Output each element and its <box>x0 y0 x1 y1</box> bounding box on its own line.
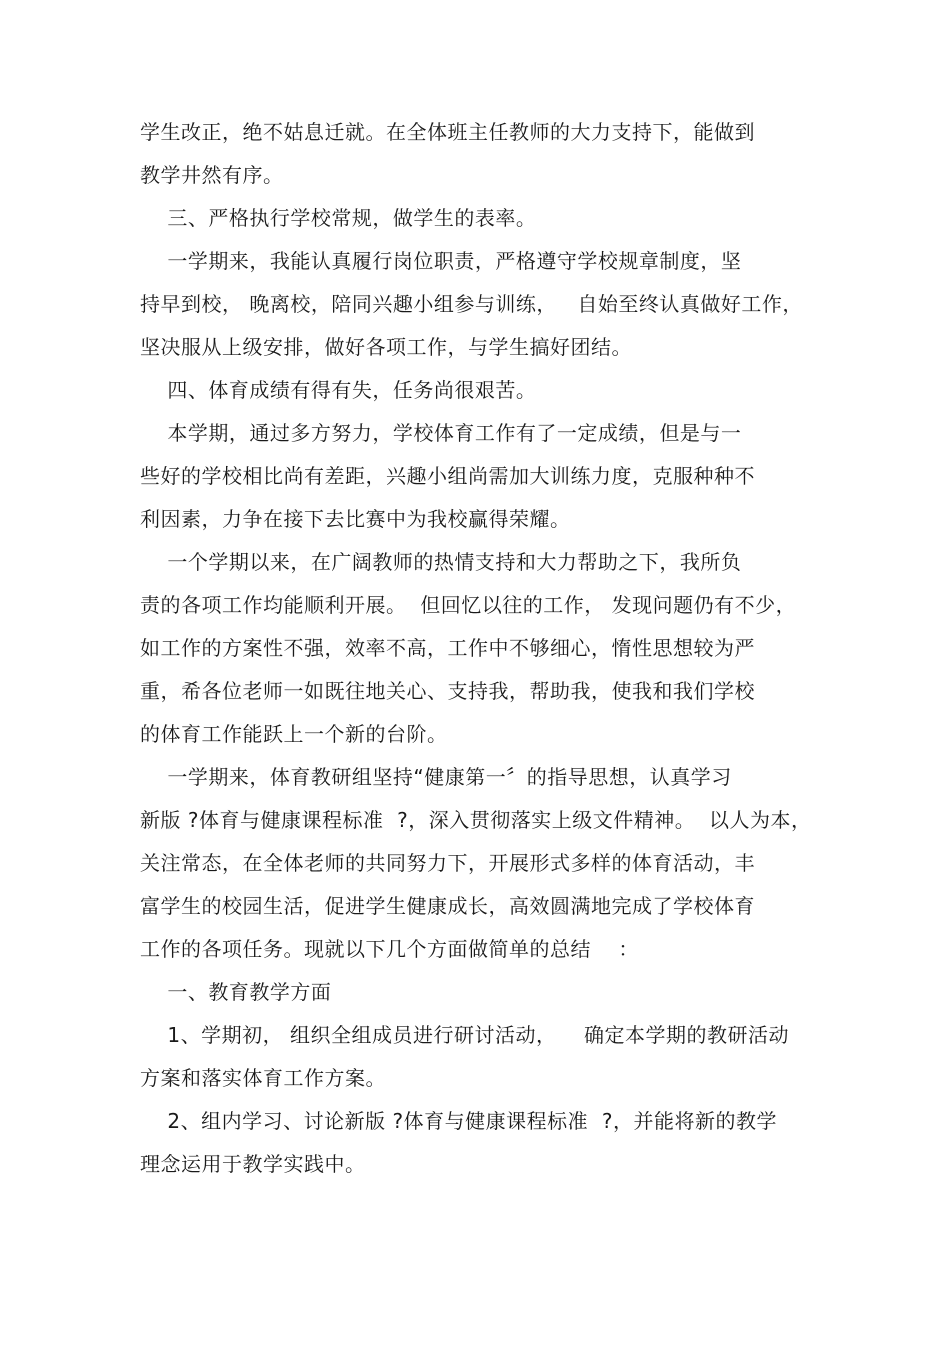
text-line-8: 本学期，通过多方努力，学校体育工作有了一定成绩，但是与一 <box>140 421 742 445</box>
text-line-10: 利因素，力争在接下去比赛中为我校赢得荣耀。 <box>140 507 571 531</box>
section-heading-1: 一、教育教学方面 <box>140 980 332 1004</box>
section-heading-4: 四、体育成绩有得有失，任务尚很艰苦。 <box>140 378 537 402</box>
text-line-6: 坚决服从上级安排，做好各项工作，与学生搞好团结。 <box>140 335 632 359</box>
text-line-25: 理念运用于教学实践中。 <box>140 1152 366 1176</box>
text-line-18: 关注常态，在全体老师的共同努力下，开展形式多样的体育活动，丰 <box>140 851 755 875</box>
text-line-11: 一个学期以来，在广阔教师的热情支持和大力帮助之下，我所负 <box>140 550 742 574</box>
text-line-20: 工作的各项任务。现就以下几个方面做简单的总结 ： <box>140 937 639 961</box>
text-line-12: 责的各项工作均能顺利开展。 但回忆以往的工作， 发现问题仍有不少， <box>140 593 797 617</box>
text-line-22: 1、学期初， 组织全组成员进行研讨活动， 确定本学期的教研活动 <box>140 1023 789 1047</box>
text-line-14: 重，希各位老师一如既往地关心、支持我，帮助我，使我和我们学校 <box>140 679 755 703</box>
text-line-16: 一学期来，体育教研组坚持“健康第一〞的指导思想，认真学习 <box>140 765 732 789</box>
text-line-9: 些好的学校相比尚有差距，兴趣小组尚需加大训练力度，克服种种不 <box>140 464 755 488</box>
text-line-1: 学生改正，绝不姑息迁就。在全体班主任教师的大力支持下，能做到 <box>140 120 755 144</box>
text-line-19: 富学生的校园生活，促进学生健康成长，高效圆满地完成了学校体育 <box>140 894 755 918</box>
text-line-24: 2、组内学习、讨论新版 ?体育与健康课程标准 ?，并能将新的教学 <box>140 1109 777 1133</box>
section-heading-3: 三、严格执行学校常规，做学生的表率。 <box>140 206 537 230</box>
text-line-5: 持早到校， 晚离校，陪同兴趣小组参与训练， 自始至终认真做好工作， <box>140 292 803 316</box>
text-line-2: 教学井然有序。 <box>140 163 284 187</box>
text-line-15: 的体育工作能跃上一个新的台阶。 <box>140 722 448 746</box>
text-line-23: 方案和落实体育工作方案。 <box>140 1066 386 1090</box>
text-line-17: 新版 ?体育与健康课程标准 ?，深入贯彻落实上级文件精神。 以人为本， <box>140 808 812 832</box>
text-line-4: 一学期来，我能认真履行岗位职责，严格遵守学校规章制度，坚 <box>140 249 742 273</box>
text-line-13: 如工作的方案性不强，效率不高，工作中不够细心，惰性思想较为严 <box>140 636 755 660</box>
